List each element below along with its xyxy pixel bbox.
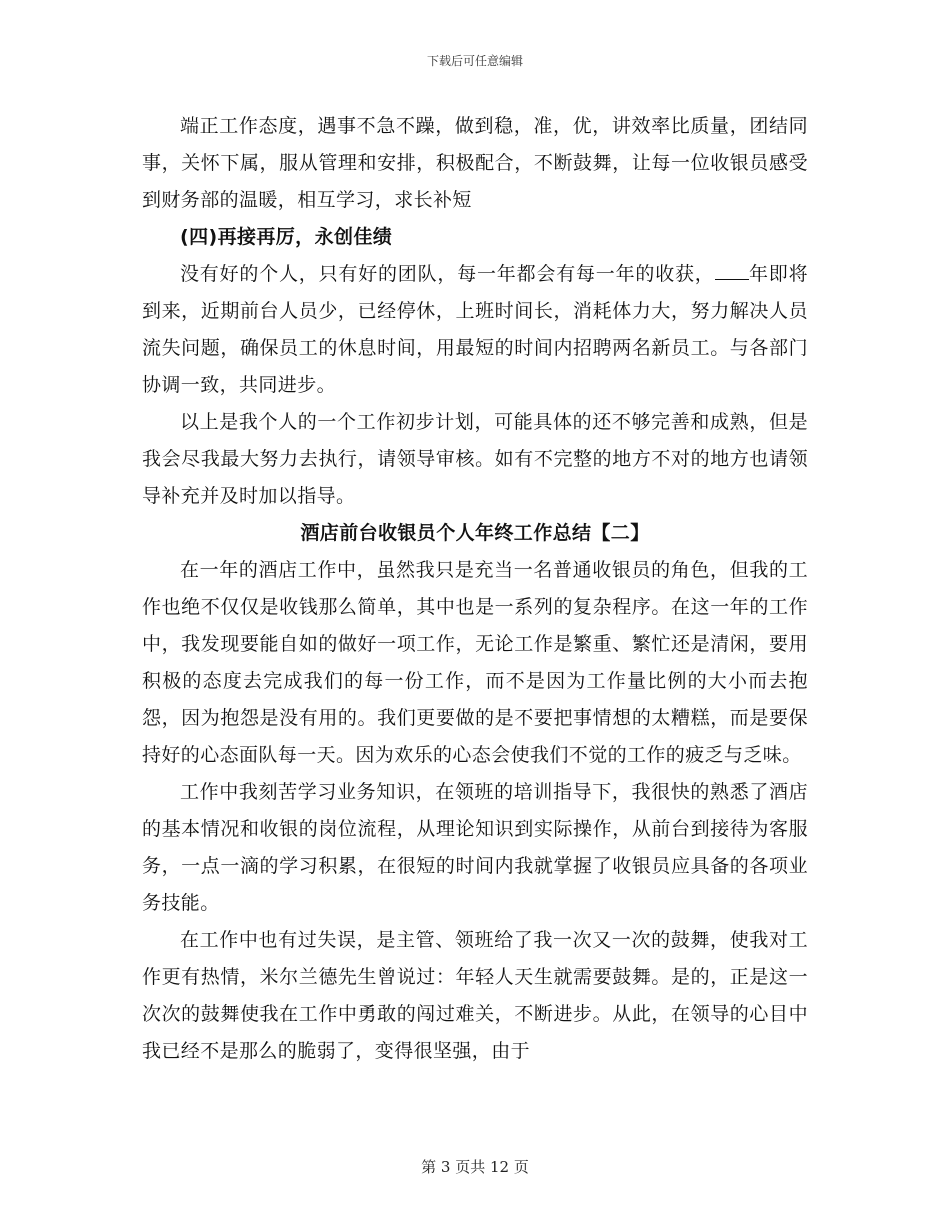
section-title: 酒店前台收银员个人年终工作总结【二】 xyxy=(300,522,650,544)
paragraph-1: 端正工作态度，遇事不急不躁，做到稳，准，优，讲效率比质量，团结同事，关怀下属，服从管理和安排，积极配合，不断鼓舞，让每一位收银员感受到财务部的温暖，相互学习，求长补短 xyxy=(142,115,808,211)
section-heading: (四)再接再厉，永创佳绩 xyxy=(180,226,393,248)
paragraph-team-part-b: 年即将到来，近期前台人员少，已经停休，上班时间长，消耗体力大，努力解决人员流失问题，确保员工的休息时间，用最短的时间内招聘两名新员工。与各部门协调一致，共同进步。 xyxy=(142,263,808,396)
document-body xyxy=(142,108,808,1070)
blank-underline xyxy=(715,261,749,280)
paragraph-mistakes: 在工作中也有过失误，是主管、领班给了我一次又一次的鼓舞，使我对工作更有热情，米尔兰德先生曾说过：年轻人天生就需要鼓舞。是的，正是这一次次的鼓舞使我在工作中勇敢的闯过难关，不断进步。从此，在领导的心目中我已经不是那么的脆弱了，变得很坚强，由于 xyxy=(142,929,808,1062)
page-footer: 第 3 页共 12 页 xyxy=(421,1158,529,1176)
paragraph-study: 工作中我刻苦学习业务知识，在领班的培训指导下，我很快的熟悉了酒店的基本情况和收银的岗位流程，从理论知识到实际操作，从前台到接待为客服务，一点一滴的学习积累，在很短的时间内我就掌握了收银员应具备的各项业务技能。 xyxy=(142,781,808,914)
paragraph-closing: 以上是我个人的一个工作初步计划，可能具体的还不够完善和成熟，但是我会尽我最大努力去执行，请领导审核。如有不完整的地方不对的地方也请领导补充并及时加以指导。 xyxy=(142,411,808,507)
paragraph-year-work: 在一年的酒店工作中，虽然我只是充当一名普通收银员的角色，但我的工作也绝不仅仅是收钱那么简单，其中也是一系列的复杂程序。在这一年的工作中，我发现要能自如的做好一项工作，无论工作是繁重、繁忙还是清闲，要用积极的态度去完成我们的每一份工作，而不是因为工作量比例的大小而去抱怨，因为抱怨是没有用的。我们更要做的是不要把事情想的太糟糕，而是要保持好的心态面队每一天。因为欢乐的心态会使我们不觉的工作的疲乏与乏味。 xyxy=(142,559,808,766)
paragraph-team xyxy=(142,256,808,404)
paragraph-team-part-a: 没有好的个人，只有好的团队，每一年都会有每一年的收获， xyxy=(180,263,715,285)
page-header: 下载后可任意编辑 xyxy=(426,54,523,68)
